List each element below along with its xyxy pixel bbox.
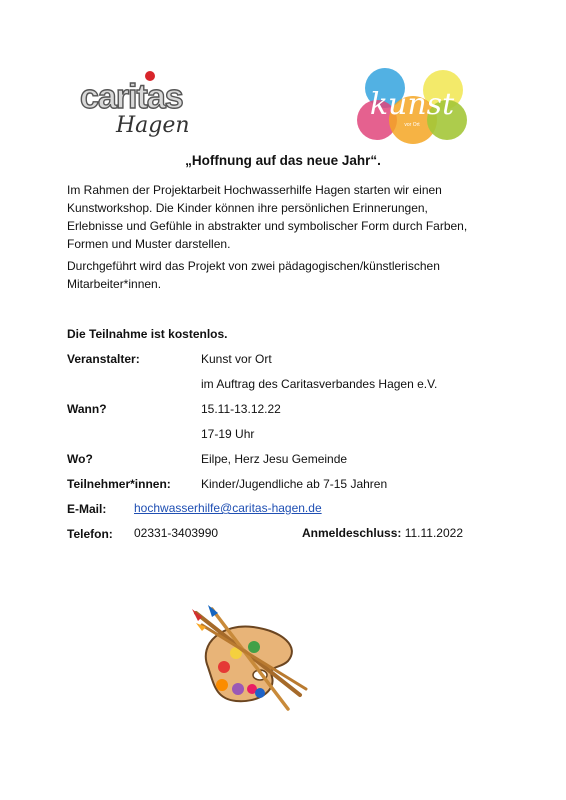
- organizer-label: Veranstalter:: [67, 352, 140, 366]
- deadline-label: Anmeldeschluss:: [302, 526, 402, 540]
- kunst-vor-ort-logo: [355, 68, 470, 148]
- hagen-logo-text: Hagen: [116, 113, 190, 138]
- paint-palette-icon: [188, 605, 313, 715]
- email-label: E-Mail:: [67, 502, 107, 516]
- staff-paragraph: Durchgeführt wird das Projekt von zwei pädagogischen/künstlerischen Mitarbeiter*innen.: [67, 259, 440, 291]
- caritas-hagen-logo: [78, 70, 210, 138]
- organizer-value: Kunst vor Ort: [201, 352, 272, 366]
- page-title: „Hoffnung auf das neue Jahr“.: [185, 153, 381, 168]
- intro-paragraph: Im Rahmen der Projektarbeit Hochwasserhilfe Hagen starten wir einen Kunstworkshop. Die Kinder können ihre persönlichen Erinnerungen, Erlebnisse und Gefühle in abstrakter und symbolischer Form durch Farben, Formen und Muster darstellen.: [67, 183, 468, 251]
- where-value: Eilpe, Herz Jesu Gemeinde: [201, 452, 348, 466]
- kunst-logo-word: kunst: [369, 87, 455, 122]
- phone-label: Telefon:: [67, 527, 113, 541]
- phone-value: 02331-3403990: [134, 526, 219, 540]
- participants-value: Kinder/Jugendliche ab 7-15 Jahren: [201, 477, 388, 491]
- when-label: Wann?: [67, 402, 107, 416]
- when-time: 17-19 Uhr: [201, 427, 255, 441]
- where-label: Wo?: [67, 452, 93, 466]
- caritas-logo-text: caritas: [80, 78, 183, 116]
- participants-label: Teilnehmer*innen:: [67, 477, 171, 491]
- when-dates: 15.11-13.12.22: [201, 402, 281, 416]
- deadline-value: 11.11.2022: [404, 526, 463, 540]
- organizer-value-2: im Auftrag des Caritasverbandes Hagen e.V.: [201, 377, 438, 391]
- deadline: [302, 526, 463, 540]
- email-link[interactable]: hochwasserhilfe@caritas-hagen.de: [134, 501, 322, 515]
- free-notice: Die Teilnahme ist kostenlos.: [67, 327, 228, 341]
- kunst-logo-sub: vor Ort: [404, 122, 420, 128]
